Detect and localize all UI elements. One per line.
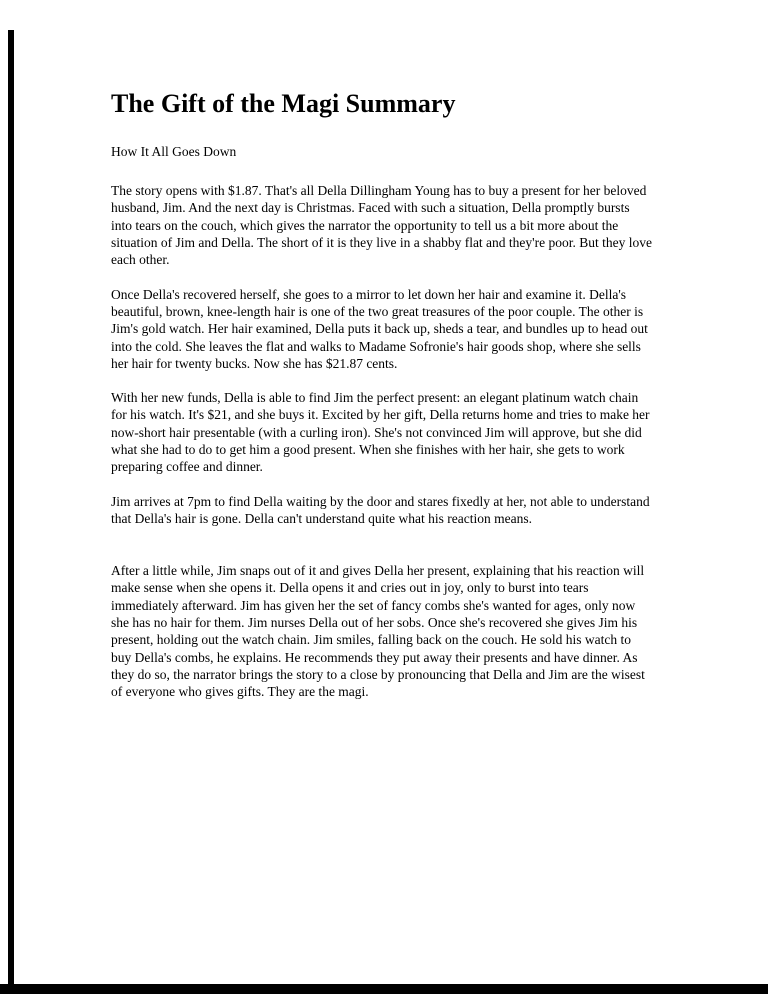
page-left-edge [8,30,14,994]
paragraph-4: Jim arrives at 7pm to find Della waiting by the door and stares fixedly at her, not able to understand that Della's hair is gone. Della can't understand quite what his reaction means. [111,493,650,526]
page-title: The Gift of the Magi Summary [111,89,456,118]
page-subtitle: How It All Goes Down [111,143,237,159]
page-bottom-edge [0,984,768,994]
document-page [111,90,652,718]
paragraph-5: After a little while, Jim snaps out of it and gives Della her present, explaining that his reaction will make sense when she opens it. Della opens it and cries out in joy, only to burst into tears immediately afterward. Jim has given her the set of fancy combs she's wanted for ages, only now she has no hair for them. Jim nurses Della out of her sobs. Once she's recovered she gives Jim his present, holding out the watch chain. Jim smiles, falling back on the couch. He sold his watch to buy Della's combs, he explains. He recommends they put away their presents and have dinner. As they do so, the narrator brings the story to a close by pronouncing that Della and Jim are the wisest of everyone who gives gifts. They are the magi. [111,563,645,700]
paragraph-3: With her new funds, Della is able to find Jim the perfect present: an elegant platinum watch chain for his watch. It's $21, and she buys it. Excited by her gift, Della returns home and tries to make her now-short hair presentable (with a curling iron). She's not convinced Jim will approve, but she did what she had to do to get him a good present. When she finishes with her hair, she gets to work preparing coffee and dinner. [111,390,650,475]
paragraph-2: Once Della's recovered herself, she goes to a mirror to let down her hair and examine it. Della's beautiful, brown, knee-length hair is one of the two great treasures of the poor couple. The other is Jim's gold watch. Her hair examined, Della puts it back up, sheds a tear, and bundles up to head out into the cold. She leaves the flat and walks to Madame Sofronie's hair goods shop, where she sells her hair for twenty bucks. Now she has $21.87 cents. [111,286,648,371]
paragraph-1: The story opens with $1.87. That's all Della Dillingham Young has to buy a present for her beloved husband, Jim. And the next day is Christmas. Faced with such a situation, Della promptly bursts into tears on the couch, which gives the narrator the opportunity to tell us a bit more about the situation of Jim and Della. The short of it is they live in a shabby flat and they're poor. But they love each other. [111,183,652,268]
